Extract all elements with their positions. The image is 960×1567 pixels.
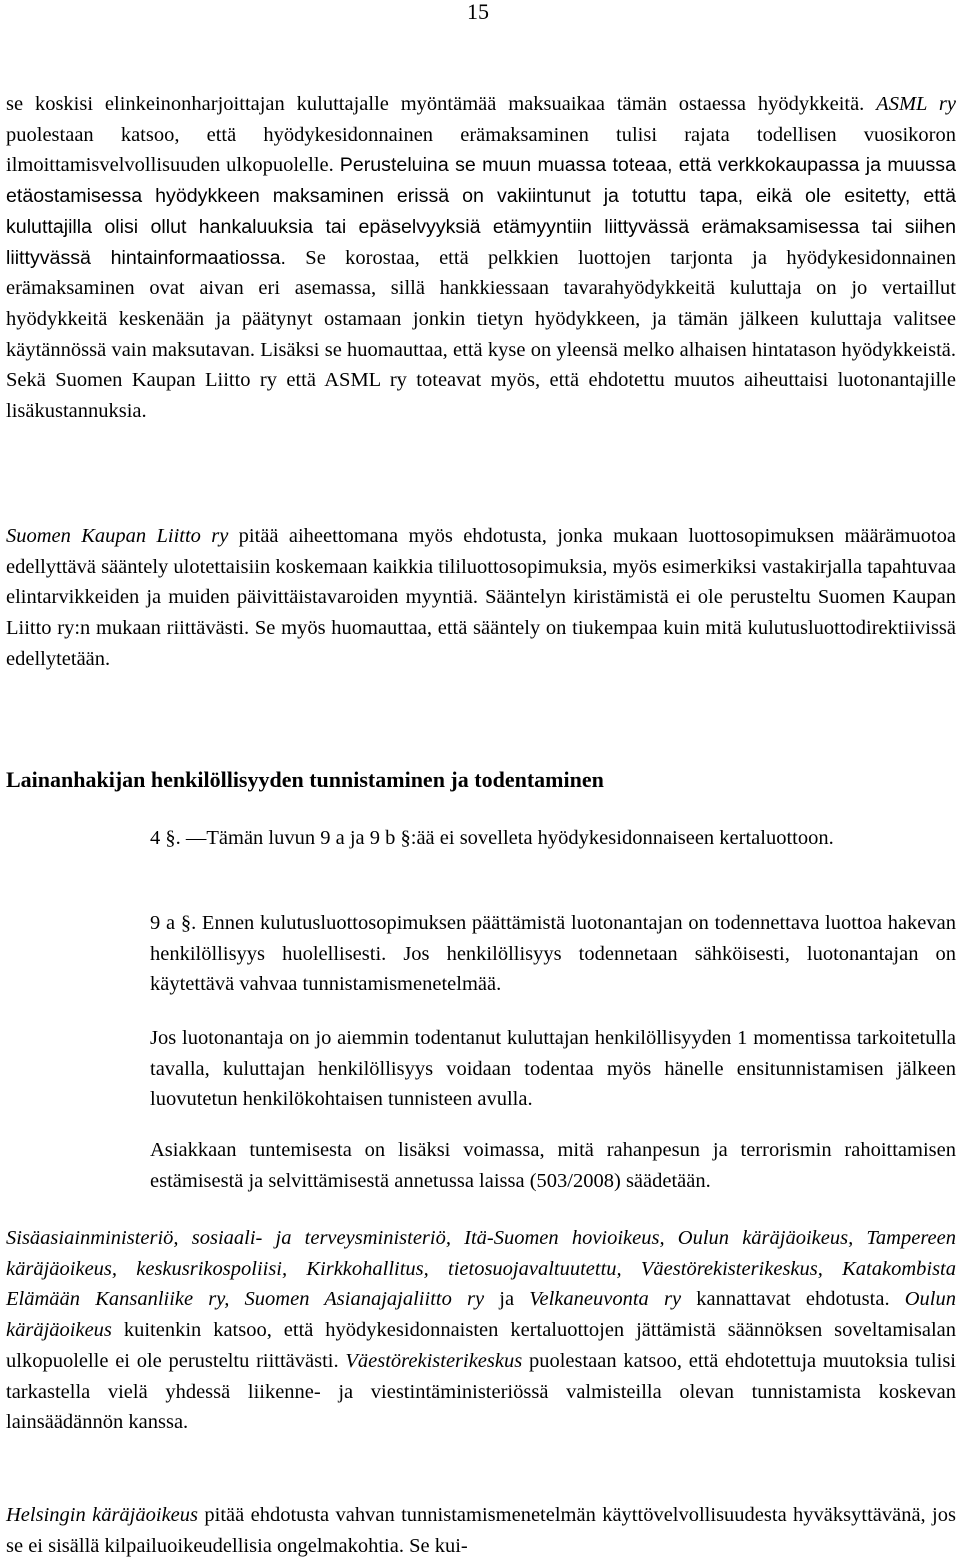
paragraph-ministries xyxy=(6,1223,956,1438)
org-name: Velkaneuvonta ry xyxy=(529,1288,682,1311)
text-span: ja xyxy=(484,1288,530,1311)
text-span: Se korostaa, että pelkkien luottojen tarjonta ja hyödykesidonnainen erämaksaminen ovat aivan eri asemassa, sillä hankkiessaan tavarahyödykkeitä kuluttaja on jo vertaillut hyödykkeitä keskenään ja päätynyt ostamaan jonkin tietyn hyödykkeen, ja tämän jälkeen kuluttaja valitsee käytännössä vain maksutavan. Lisäksi se huomauttaa, että kyse on yleensä melko alhaisen hintatason hyödykkeistä. Sekä Suomen Kaupan Liitto ry että ASML ry toteavat myös, että ehdotettu muutos aiheuttaisi luotonantajille lisäkustannuksia. xyxy=(6,246,956,423)
paragraph-kaupan-liitto xyxy=(6,521,956,675)
text-span: pitää aiheettomana myös ehdotusta, jonka mukaan luottosopimuksen määrämuotoa edellyttävä sääntely ulotettaisiin koskemaan kaikkia tililuottosopimuksia, myös esimerkiksi vastakirjalla tapahtuvaa elintarvikkeiden ja muiden päivittäistavaroiden myyntiä. Sääntelyn kiristämistä ei ole perusteltu Suomen Kaupan Liitto ry:n mukaan riittävästi. Se myös huomauttaa, että sääntely on tiukempaa kuin mitä kulutusluottodirektiivissä edellytetään. xyxy=(6,525,957,670)
text-span: puolestaan katsoo, että hyödykesidonnainen erämaksaminen tulisi rajata todellisen vuosikoron ilmoittamisvelvollisuuden ulkopuolelle. xyxy=(6,123,956,177)
org-name: Oulun käräjäoikeus xyxy=(6,1288,956,1342)
org-name: Sisäasiainministeriö, sosiaali- ja terveysministeriö, Itä-Suomen hovioikeus, Oulun käräjäoikeus, Tampereen käräjäoikeus, keskusrikospoliisi, Kirkkohallitus, tietosuojavaltuutettu, Väestörekisterikeskus, Katakombista Elämään Kansanliike ry, Suomen Asianajajaliitto ry xyxy=(6,1227,956,1311)
text-span: se koskisi elinkeinonharjoittajan kuluttajalle myöntämää maksuaikaa tämän ostaessa hyödykkeitä. xyxy=(6,93,877,115)
text-span: Perusteluina se muun muassa toteaa, että verkkokaupassa ja muussa etäostamisessa hyödykkeen maksaminen erissä on vakiintunut ja totuttu tapa, eikä ole esitetty, että kuluttajilla olisi ollut hankaluuksia tai epäselvyyksiä etämyyntiin liittyvässä erämaksamisessa tai siihen liittyvässä hintainformaatiossa. xyxy=(6,154,956,269)
paragraph-asml xyxy=(6,89,956,427)
section-9a-moment-2: Jos luotonantaja on jo aiemmin todentanut kuluttajan henkilöllisyyden 1 momentissa tarkoitetulla tavalla, kuluttajan henkilöllisyys voidaan todentaa myös hänelle ensitunnistamisen jälkeen luovutetun henkilökohtaisen tunnisteen avulla. xyxy=(150,1027,956,1111)
paragraph-helsinki xyxy=(6,1500,956,1561)
text-span: kannattavat ehdotusta. xyxy=(681,1288,905,1311)
section-9a: 9 a §. Ennen kulutusluottosopimuksen päättämistä luotonantajan on todennettava luottoa hakevan henkilöllisyys huolellisesti. Jos henkilöllisyys todennetaan sähköisesti, luotonantajan on käytettävä vahvaa tunnistamismenetelmää. xyxy=(150,912,956,996)
text-span: kuitenkin katsoo, että hyödykesidonnaisten kertaluottojen jättämistä säännöksen soveltamisalan ulkopuolelle ei ole perusteltu riittävästi. xyxy=(6,1319,956,1372)
org-name: Helsingin käräjäoikeus xyxy=(6,1504,198,1526)
page-number: 15 xyxy=(467,0,489,24)
section-9a-moment-3: Asiakkaan tuntemisesta on lisäksi voimassa, mitä rahanpesun ja terrorismin rahoittamisen estämisestä ja selvittämisestä annetussa laissa (503/2008) säädetään. xyxy=(150,1139,956,1192)
text-span: pitää ehdotusta vahvan tunnistamismenetelmän käyttövelvollisuudesta hyväksyttävänä, jos se ei sisällä kilpailuoikeudellisia ongelmakohtia. Se kui- xyxy=(6,1504,956,1557)
org-name: Suomen Kaupan Liitto ry xyxy=(6,525,229,547)
section-4: 4 §. ––Tämän luvun 9 a ja 9 b §:ää ei sovelleta hyödykesidonnaiseen kertaluottoon. xyxy=(150,827,834,849)
text-span: puolestaan katsoo, että ehdotettuja muutoksia tulisi tarkastella vielä yhdessä liikenne- ja viestintäministeriössä valmisteilla olevan tunnistamista koskevan lainsäädännön kanssa. xyxy=(6,1349,956,1434)
section-heading: Lainanhakijan henkilöllisyyden tunnistaminen ja todentaminen xyxy=(6,767,604,792)
org-name: Väestörekisterikeskus xyxy=(345,1349,523,1372)
org-name: ASML ry xyxy=(876,93,956,115)
